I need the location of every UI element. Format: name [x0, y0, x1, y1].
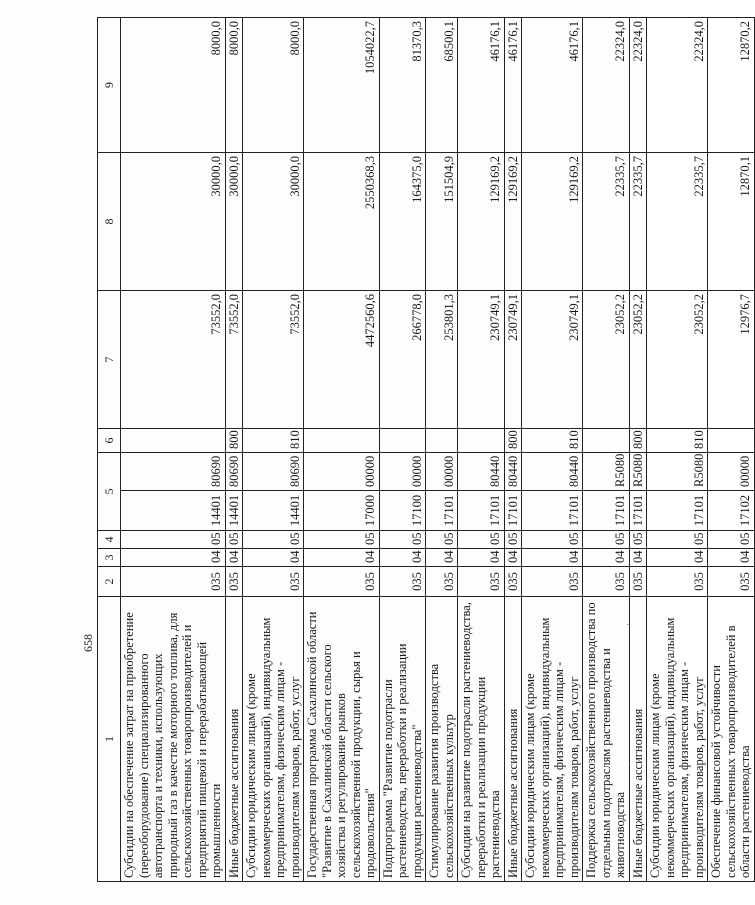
cell-c3: 04 [708, 549, 755, 567]
cell-c9: 68500,1 [426, 18, 458, 153]
cell-c2: 035 [458, 567, 505, 597]
cell-c3: 04 [379, 549, 426, 567]
cell-c5b: 00000 [304, 453, 380, 491]
table-body [98, 18, 755, 882]
cell-c8: 12870,1 [708, 153, 755, 291]
cell-c2: 035 [504, 567, 522, 597]
cell-name: Обеспечение финансовой устойчивости сельскохозяйственных товаропроизводителей в области растениеводства [708, 597, 755, 882]
cell-c3: 04 [304, 549, 380, 567]
cell-c6: 800 [225, 429, 243, 453]
cell-c5b: 80440 [522, 453, 583, 491]
cell-c7: 73552,0 [225, 291, 243, 429]
cell-c4: 05 [225, 531, 243, 549]
cell-c8: 129169,2 [504, 153, 522, 291]
table-row [504, 18, 522, 882]
header-cell: 8 [98, 153, 121, 291]
cell-c5a: 17101 [504, 491, 522, 531]
cell-c7: 230749,1 [504, 291, 522, 429]
header-cell: 4 [98, 531, 121, 549]
cell-c6 [304, 429, 380, 453]
cell-c6 [458, 429, 505, 453]
cell-name: Субсидии юридическим лицам (кроме некоммерческих организаций), индивидуальным предпринимателям, физическим лицам - производителям товаров, работ, услуг [243, 597, 304, 882]
cell-c7: 23052,2 [647, 291, 708, 429]
cell-name: Субсидии на обеспечение затрат на приобретение (переоборудование) специализированного автотранспорта и техники, использующих природный газ в качестве моторного топлива, для сельскохозяйственных товаропроизводителей и предприятий пищевой и перерабатывающей промышленности [121, 597, 226, 882]
table-row [522, 18, 583, 882]
cell-c4: 05 [121, 531, 226, 549]
cell-c6: 810 [243, 429, 304, 453]
cell-c2: 035 [629, 567, 647, 597]
cell-c8: 22335,7 [647, 153, 708, 291]
cell-c2: 035 [225, 567, 243, 597]
cell-c2: 035 [243, 567, 304, 597]
table-row [121, 18, 226, 882]
header-cell: 3 [98, 549, 121, 567]
cell-c2: 035 [304, 567, 380, 597]
cell-c6 [426, 429, 458, 453]
cell-c5a: 17102 [708, 491, 755, 531]
cell-c9: 22324,0 [647, 18, 708, 153]
cell-c5b: R5080 [583, 453, 630, 491]
table-row [583, 18, 630, 882]
table-row [708, 18, 755, 882]
cell-c9: 46176,1 [522, 18, 583, 153]
cell-c6 [121, 429, 226, 453]
cell-c3: 04 [583, 549, 630, 567]
cell-c5b: 80690 [121, 453, 226, 491]
cell-c9: 12870,2 [708, 18, 755, 153]
cell-c7: 230749,1 [522, 291, 583, 429]
cell-c9: 46176,1 [458, 18, 505, 153]
table-row [426, 18, 458, 882]
cell-c7: 23052,2 [583, 291, 630, 429]
cell-name: Субсидии юридическим лицам (кроме некоммерческих организаций), индивидуальным предпринимателям, физическим лицам - производителям товаров, работ, услуг [522, 597, 583, 882]
cell-c5b: R5080 [647, 453, 708, 491]
cell-c9: 8000,0 [225, 18, 243, 153]
cell-c9: 8000,0 [121, 18, 226, 153]
cell-c3: 04 [243, 549, 304, 567]
header-cell: 9 [98, 18, 121, 153]
cell-c2: 035 [522, 567, 583, 597]
cell-c2: 035 [379, 567, 426, 597]
cell-c7: 4472560,6 [304, 291, 380, 429]
cell-name: Поддержка сельскохозяйственного производства по отдельным подотраслям растениеводства и животноводства [583, 597, 630, 882]
page-number: 658 [81, 634, 95, 652]
cell-c7: 73552,0 [121, 291, 226, 429]
cell-c4: 05 [522, 531, 583, 549]
cell-c9: 46176,1 [504, 18, 522, 153]
cell-c7: 23052,2 [629, 291, 647, 429]
cell-c5a: 17101 [458, 491, 505, 531]
cell-c8: 129169,2 [522, 153, 583, 291]
cell-c5a: 17101 [583, 491, 630, 531]
cell-name: Стимулирование развития производства сельскохозяйственных культур [426, 597, 458, 882]
cell-name: Подпрограмма "Развитие подотрасли растениеводства, переработки и реализации продукции растениеводства" [379, 597, 426, 882]
cell-c6 [379, 429, 426, 453]
cell-c2: 035 [647, 567, 708, 597]
cell-name: Субсидии юридическим лицам (кроме некоммерческих организаций), индивидуальным предпринимателям, физическим лицам - производителям товаров, работ, услуг [647, 597, 708, 882]
cell-c6: 800 [629, 429, 647, 453]
cell-c6: 810 [647, 429, 708, 453]
scan-mark: · [628, 760, 632, 771]
cell-c3: 04 [225, 549, 243, 567]
cell-c5a: 14401 [243, 491, 304, 531]
cell-c5a: 17000 [304, 491, 380, 531]
cell-c3: 04 [522, 549, 583, 567]
cell-c5b: 00000 [708, 453, 755, 491]
cell-c5b: 80440 [504, 453, 522, 491]
cell-c4: 05 [708, 531, 755, 549]
table-row [629, 18, 647, 882]
cell-c4: 05 [458, 531, 505, 549]
cell-c7: 230749,1 [458, 291, 505, 429]
cell-c8: 30000,0 [225, 153, 243, 291]
rotated-document [45, 18, 752, 882]
cell-c5b: 80440 [458, 453, 505, 491]
cell-c5b: 00000 [426, 453, 458, 491]
table-row [225, 18, 243, 882]
cell-name: Субсидии на развитие подотрасли растениеводства, переработки и реализации продукции растениеводства [458, 597, 505, 882]
cell-c6: 800 [504, 429, 522, 453]
header-row [98, 18, 121, 882]
cell-c9: 22324,0 [583, 18, 630, 153]
cell-c5a: 14401 [121, 491, 226, 531]
cell-c9: 8000,0 [243, 18, 304, 153]
cell-c7: 266778,0 [379, 291, 426, 429]
cell-c4: 05 [243, 531, 304, 549]
header-cell: 7 [98, 291, 121, 429]
budget-table [97, 17, 755, 882]
cell-c8: 30000,0 [121, 153, 226, 291]
table-row [647, 18, 708, 882]
cell-c5b: 80690 [225, 453, 243, 491]
cell-c5b: R5080 [629, 453, 647, 491]
cell-c5a: 17101 [647, 491, 708, 531]
header-cell: 1 [98, 597, 121, 882]
cell-c2: 035 [708, 567, 755, 597]
cell-c9: 22324,0 [629, 18, 647, 153]
cell-c9: 81370,3 [379, 18, 426, 153]
cell-c2: 035 [121, 567, 226, 597]
cell-c9: 1054022,7 [304, 18, 380, 153]
cell-c3: 04 [629, 549, 647, 567]
cell-c8: 151504,9 [426, 153, 458, 291]
cell-c4: 05 [583, 531, 630, 549]
cell-c8: 22335,7 [583, 153, 630, 291]
cell-name: Иные бюджетные ассигнования [504, 597, 522, 882]
cell-c5a: 17101 [629, 491, 647, 531]
cell-c5a: 14401 [225, 491, 243, 531]
cell-c5b: 80690 [243, 453, 304, 491]
cell-c4: 05 [304, 531, 380, 549]
cell-name: Государственная программа Сахалинской области "Развитие в Сахалинской области сельского хозяйства и регулирование рынков сельскохозяйственной продукции, сырья и продовольствия" [304, 597, 380, 882]
cell-c4: 05 [426, 531, 458, 549]
cell-c2: 035 [583, 567, 630, 597]
header-cell: 5 [98, 453, 121, 531]
cell-c2: 035 [426, 567, 458, 597]
cell-c3: 04 [426, 549, 458, 567]
cell-c7: 253801,3 [426, 291, 458, 429]
cell-c6 [708, 429, 755, 453]
scan-mark: · [626, 620, 630, 631]
cell-c4: 05 [379, 531, 426, 549]
cell-name: Иные бюджетные ассигнования [629, 597, 647, 882]
table-row [458, 18, 505, 882]
cell-c5a: 17100 [379, 491, 426, 531]
cell-c5a: 17101 [426, 491, 458, 531]
cell-c7: 73552,0 [243, 291, 304, 429]
table-row [379, 18, 426, 882]
header-cell: 6 [98, 429, 121, 453]
cell-name: Иные бюджетные ассигнования [225, 597, 243, 882]
cell-c3: 04 [458, 549, 505, 567]
cell-c8: 2550368,3 [304, 153, 380, 291]
table-row [243, 18, 304, 882]
cell-c8: 22335,7 [629, 153, 647, 291]
cell-c3: 04 [504, 549, 522, 567]
cell-c3: 04 [647, 549, 708, 567]
cell-c7: 12976,7 [708, 291, 755, 429]
cell-c3: 04 [121, 549, 226, 567]
cell-c4: 05 [629, 531, 647, 549]
cell-c5a: 17101 [522, 491, 583, 531]
cell-c8: 129169,2 [458, 153, 505, 291]
cell-c8: 164375,0 [379, 153, 426, 291]
cell-c4: 05 [504, 531, 522, 549]
cell-c5b: 00000 [379, 453, 426, 491]
header-cell: 2 [98, 567, 121, 597]
cell-c8: 30000,0 [243, 153, 304, 291]
table-row [304, 18, 380, 882]
cell-c6: 810 [522, 429, 583, 453]
cell-c4: 05 [647, 531, 708, 549]
cell-c6 [583, 429, 630, 453]
